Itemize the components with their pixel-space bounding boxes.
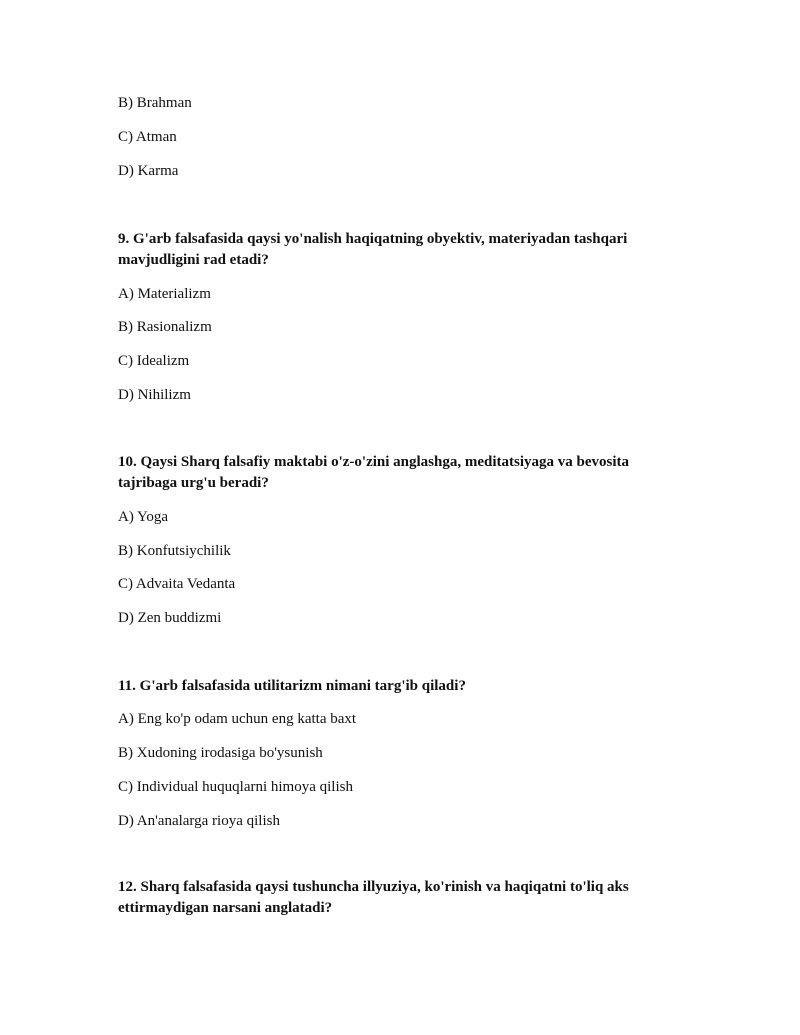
option-q8-b: B) Brahman — [118, 95, 192, 111]
option-q11-a: A) Eng ko'p odam uchun eng katta baxt — [118, 711, 357, 727]
option-q8-d: D) Karma — [118, 163, 179, 179]
option-q11-c: C) Individual huquqlarni himoya qilish — [118, 779, 353, 795]
question-9-title: 9. G'arb falsafasida qaysi yo'nalish haqiqatning obyektiv, materiyadan tashqari mavjudligini rad etadi? — [118, 231, 628, 268]
question-12-title: 12. Sharq falsafasida qaysi tushuncha illyuziya, ko'rinish va haqiqatni to'liq aks ettirmaydigan narsani anglatadi? — [118, 879, 629, 916]
option-q9-a: A) Materializm — [118, 286, 211, 302]
option-q10-c: C) Advaita Vedanta — [118, 576, 236, 592]
option-q8-c: C) Atman — [118, 129, 177, 145]
option-q11-b: B) Xudoning irodasiga bo'ysunish — [118, 745, 323, 761]
option-q9-b: B) Rasionalizm — [118, 319, 212, 335]
option-q11-d: D) An'analarga rioya qilish — [118, 813, 280, 829]
question-10-title: 10. Qaysi Sharq falsafiy maktabi o'z-o'zini anglashga, meditatsiyaga va bevosita tajribaga urg'u beradi? — [118, 454, 630, 491]
option-q9-c: C) Idealizm — [118, 353, 190, 369]
option-q10-b: B) Konfutsiychilik — [118, 543, 231, 559]
question-11-title: 11. G'arb falsafasida utilitarizm nimani targ'ib qiladi? — [118, 678, 466, 694]
option-q9-d: D) Nihilizm — [118, 387, 191, 403]
option-q10-d: D) Zen buddizmi — [118, 610, 222, 626]
option-q10-a: A) Yoga — [118, 509, 169, 525]
